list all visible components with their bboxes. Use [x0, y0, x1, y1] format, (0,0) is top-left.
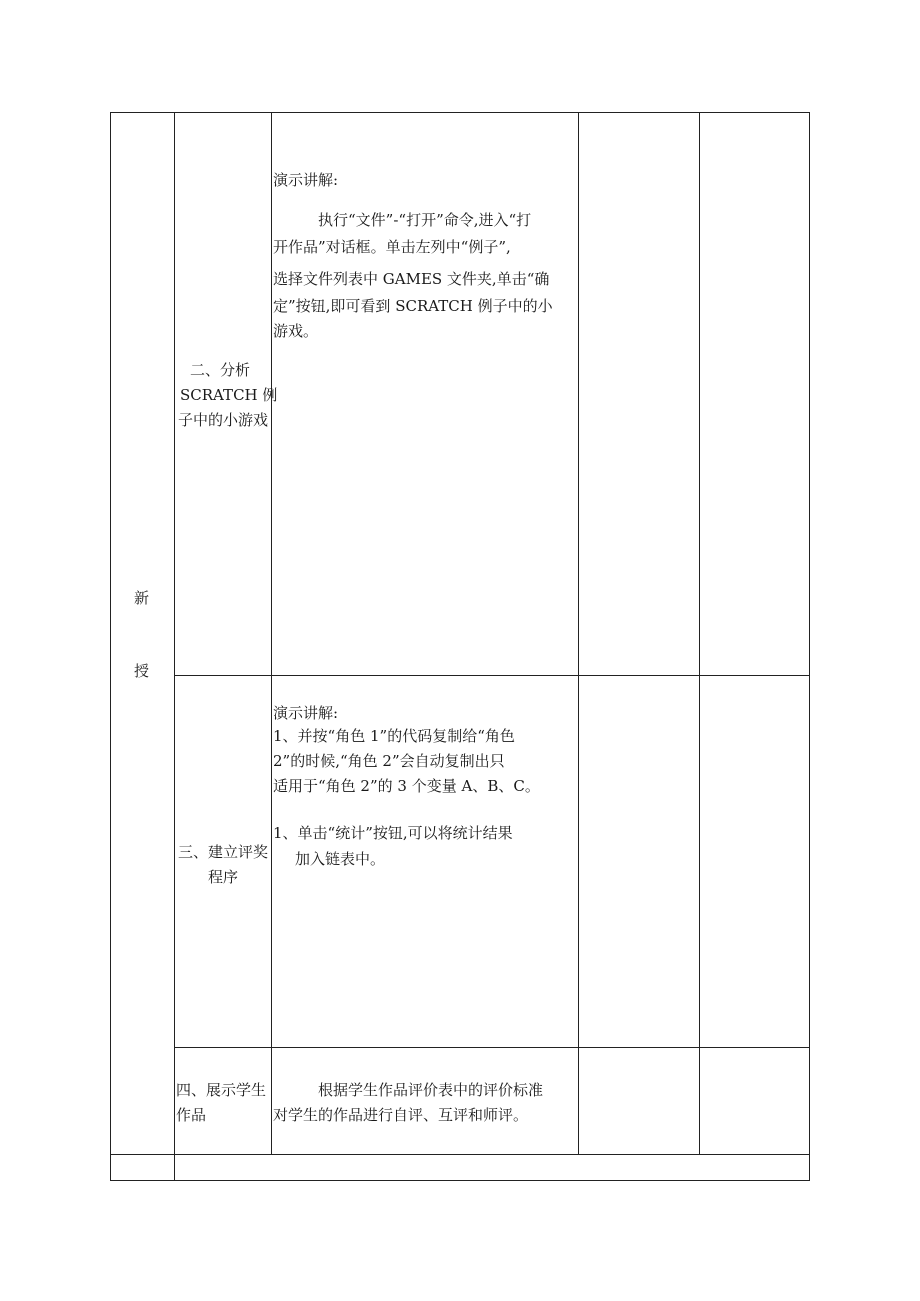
content-line: 游戏。	[273, 322, 319, 340]
row-divider-2	[174, 1047, 810, 1048]
content-line: 根据学生作品评价表中的评价标准	[318, 1081, 544, 1099]
step-text: 作品	[176, 1106, 207, 1124]
table-border-top	[110, 112, 810, 113]
content-line: 1、并按“角色 1”的代码复制给“角色	[273, 727, 515, 745]
step-text: 三、建立评奖	[178, 843, 269, 861]
col-divider-1	[174, 112, 175, 1181]
step-text: 程序	[208, 868, 239, 886]
step-text: SCRATCH 例	[180, 386, 278, 404]
content-line: 加入链表中。	[295, 850, 386, 868]
step-text: 四、展示学生	[176, 1081, 267, 1099]
content-line: 1、单击“统计”按钮,可以将统计结果	[273, 824, 513, 842]
content-line: 对学生的作品进行自评、互评和师评。	[273, 1106, 529, 1124]
content-line: 适用于“角色 2”的 3 个变量 A、B、C。	[273, 777, 540, 795]
section-label-char-2: 授	[134, 662, 150, 680]
table-border-bottom	[110, 1180, 810, 1181]
content-line: 选择文件列表中 GAMES 文件夹,单击“确	[273, 270, 550, 288]
content-line: 2”的时候,“角色 2”会自动复制出只	[273, 752, 505, 770]
step-text: 子中的小游戏	[178, 411, 269, 429]
section-label-char-1: 新	[134, 589, 150, 607]
content-line: 执行“文件”-“打开”命令,进入“打	[318, 211, 532, 229]
content-heading: 演示讲解:	[273, 171, 339, 189]
table-border-right	[809, 112, 810, 1181]
row-divider-3	[110, 1154, 810, 1155]
content-line: 开作品”对话框。单击左列中“例子”,	[273, 238, 511, 256]
table-border-left	[110, 112, 111, 1181]
col-divider-4	[699, 112, 700, 1155]
content-heading: 演示讲解:	[273, 704, 339, 722]
step-text: 二、分析	[190, 361, 251, 379]
row-divider-1	[174, 675, 810, 676]
content-line: 定”按钮,即可看到 SCRATCH 例子中的小	[273, 297, 553, 315]
col-divider-3	[578, 112, 579, 1155]
col-divider-2	[271, 112, 272, 1155]
